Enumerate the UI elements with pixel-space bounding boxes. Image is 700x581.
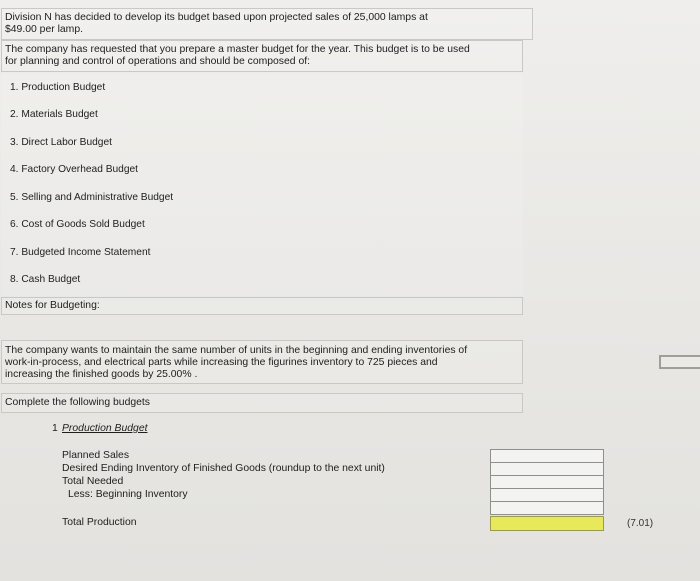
inventory-note-line-1: The company wants to maintain the same number of units in the beginning and ending inventories of [5,345,468,356]
production-budget-number: 1 [52,423,58,434]
desired-ending-inventory-label: Desired Ending Inventory of Finished Goods (roundup to the next unit) [62,463,385,474]
beginning-inventory-input[interactable] [490,488,604,502]
request-line-2: for planning and control of operations and should be composed of: [5,56,311,67]
complete-label: Complete the following budgets [5,397,150,408]
side-input-box[interactable] [659,355,700,369]
request-line-1: The company has requested that you prepare a master budget for the year. This budget is to be used [5,44,470,55]
list-item: 5. Selling and Administrative Budget [10,192,174,203]
list-item: 3. Direct Labor Budget [10,137,112,148]
budget-list-block [1,74,523,296]
list-item: 2. Materials Budget [10,109,98,120]
total-production-label: Total Production [62,517,137,528]
planned-sales-input[interactable] [490,449,604,463]
total-needed-input[interactable] [490,475,604,489]
total-needed-label: Total Needed [62,476,124,487]
desired-ending-inventory-input[interactable] [490,462,604,476]
list-item: 4. Factory Overhead Budget [10,164,138,175]
list-item: 7. Budgeted Income Statement [10,247,151,258]
inventory-note-line-3: increasing the finished goods by 25.00% . [5,369,198,380]
inventory-note-line-2: work-in-process, and electrical parts while increasing the figurines inventory to 725 pieces and [5,357,438,368]
production-budget-heading: Production Budget [62,423,148,434]
intro-line-1: Division N has decided to develop its budget based upon projected sales of 25,000 lamps at [5,12,428,23]
total-production-input[interactable] [490,516,604,531]
list-item: 8. Cash Budget [10,274,81,285]
intro-line-2: $49.00 per lamp. [5,24,83,35]
planned-sales-label: Planned Sales [62,450,130,461]
beginning-inventory-label: Less: Beginning Inventory [68,489,188,500]
score-badge: (7.01) [627,518,654,529]
list-item: 1. Production Budget [10,82,106,93]
notes-heading: Notes for Budgeting: [5,300,100,311]
spacer-input[interactable] [490,501,604,515]
list-item: 6. Cost of Goods Sold Budget [10,219,145,230]
